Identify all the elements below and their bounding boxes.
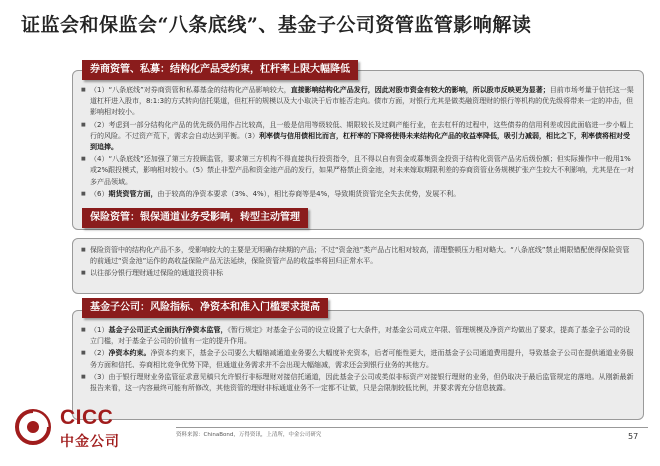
logo-text-en: CICC [60,406,114,429]
section-insurance-header: 保险资管：银保通道业务受影响，转型主动管理 [82,208,308,228]
list-item: ■ （1）基金子公司正式全面执行净资本监管，《暂行规定》对基金子公司的设立设置了七大条件，对基金公司成立年限、管理规模及净资产均做出了要求，提高了基金子公司的设立门槛，对于基金子公司的价值有一定的提升作用。 [81,325,635,347]
section-insurance-box [72,238,644,294]
page-title: 证监会和保监会“八条底线”、基金子公司资管监管影响解读 [21,14,532,36]
list-item: ■ （6）期货资管方面，由于较高的净资本要求（3%、4%），相比券商等是4%，导致期货资管完全失去优势，发展不利。 [81,189,635,200]
section-brokerage-header: 券商资管、私募：结构化产品受约束，杠杆率上限大幅降低 [82,60,358,80]
list-item: ■ （2）考虑到一部分结构化产品的优先级仍用作占比较高，且一般是信用等级较低、期限较长及过剩产能行业，在去杠杆的过程中，这些债券的信用利差或因此面临进一步小幅上行的风险。不过资产荒下，需求会自动达到平衡。（3）利率债与信用债相比而言，杠杆率的下降将使得未来结构化产品的收益率降低，吸引力减弱，相比之下，利率债将相对受到追捧。 [81,120,635,154]
section-fund-subsidiary-header: 基金子公司：风险指标、净资本和准入门槛要求提高 [82,298,328,318]
section-insurance-list [81,245,635,280]
footer-divider [176,427,648,428]
section-brokerage-box [72,70,644,230]
list-item: ■ 以往部分银行理财通过保险的通道投资非标 [81,268,635,279]
section-fund-subsidiary-list [81,325,635,394]
list-item: ■ （1）“八条底线”对券商资管和私募基金的结构化产品影响较大，直接影响结构化产品发行，因此对股市资金有较大的影响，所以股市反映更为显著；目前市场考量于信托这一渠道杠杆进入股市，8:1:3的方式转向信托渠道，但杠杆的规模以及大小取决于后市能否走向。债市方面，对银行尤其是做类融资理财的银行等机构的优先级将带来一定的冲击，但影响相对较小。 [81,85,635,119]
list-item: ■ （3）由于银行理财业务监管征求意见稿只允许银行非标理财对接信托通道，因此基金子公司或类似非标资产对接银行理财的业务，但仍取决于最后监管规定的落地。从刚新最新报告来看，这一内容最终可能有所修改，其他资管的理财非标通道业务不一定都不让做，只是会限制较低比例，并要求需充分信息披露。 [81,372,635,394]
logo-text-cn: 中金公司 [60,434,120,450]
page-number: 57 [628,432,639,441]
cicc-logo [14,402,164,458]
section-brokerage-list [81,85,635,200]
cicc-ring-icon [14,408,52,446]
list-item: ■ （2）净资本约束。净资本约束下，基金子公司要么大幅缩减通道业务要么大幅度补充资本，后者可能性更大，进而基金子公司通道费用提升，导致基金子公司在提供通道业务服务方面和信托、券商相比竞争优势下降，但通道业务需求并不会出现大幅缩减，需求还会到银行业务的其他方。 [81,348,635,370]
list-item: ■ 保险资管中的结构化产品不多，受影响较大的主要是无明确存续期的产品；不过“资金池”类产品占比相对较高，清理整顿压力相对略大。“八条底线”禁止期限错配使得保险资管的前通过“资金池”运作的高收益保险产品无法延续，保险资管产品的收益率将回归正常水平。 [81,245,635,267]
source-note: 资料来源：ChinaBond，万得资讯，上清所，中金公司研究 [176,432,322,438]
list-item: ■ （4）“八条底线”还加强了第三方投顾监管，要求第三方机构不得直接执行投资指令，且不得以自有资金或募集资金投资于结构化资管产品劣后级份额；但实际操作中一般用1%或2%跟投模式，影响相对较小。（5）禁止非型产品和资金池产品的发行，如果严格禁止资金池，对未来嫁取期限利差的券商资管业务规模扩张产生较大不利影响，尤其是在一对多产品领域。 [81,154,635,188]
